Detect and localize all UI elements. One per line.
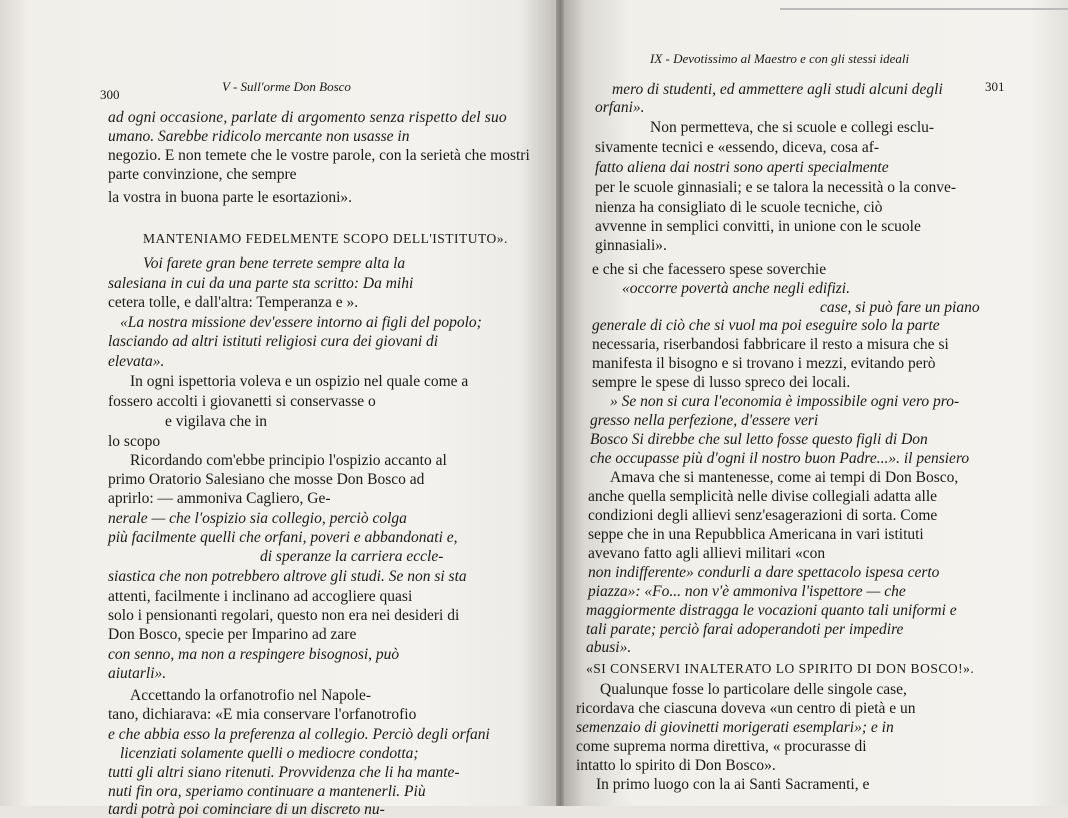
text-line: sempre le spese di lusso spreco dei locali. [592, 374, 851, 391]
text-line: abusi». [586, 639, 632, 656]
text-line: più facilmente quelli che orfani, poveri e abbandonati e, [108, 529, 458, 546]
text-line: «La nostra missione dev'essere intorno ai figli del popolo; [120, 314, 482, 331]
text-line: semenzaio di giovinetti morigerati esemplari»; e in [576, 719, 894, 736]
text-line: ginnasiali». [595, 237, 667, 254]
text-line: seppe che in una Repubblica Americana in vari istituti [588, 526, 924, 543]
text-line: la vostra in buona parte le esortazioni». [108, 189, 353, 206]
text-line: avvenne in semplici convitti, in unione con le scuole [595, 218, 921, 235]
text-line: con senno, ma non a respingere bisognosi, può [108, 646, 400, 663]
text-line: manifesta il bisogno e si trovano i mezzi, evitando però [592, 355, 936, 372]
text-line: piazza»: «Fo... non v'è ammoniva l'ispettore — che [588, 583, 906, 600]
text-line: aiutarli». [108, 665, 167, 682]
text-line: nuti fin ora, speriamo continuare a mantenerli. Più [108, 783, 426, 800]
text-line: tano, dichiarava: «E mia conservare l'orfanotrofio [108, 706, 417, 723]
text-line: Don Bosco, specie per Imparino ad zare [108, 626, 357, 643]
text-line: tutti gli altri siano ritenuti. Provvidenza che li ha mante- [108, 764, 460, 781]
text-line: anche quella semplicità nelle divise collegiali adatta alle [588, 488, 938, 505]
text-line: nerale — che l'ospizio sia collegio, perciò colga [108, 510, 407, 527]
text-line: Non permetteva, che si scuole e collegi esclu- [650, 119, 935, 136]
text-line: Ricordando com'ebbe principio l'ospizio accanto al [130, 452, 447, 469]
text-line: come suprema norma direttiva, « procurasse di [576, 738, 867, 755]
text-line: cetera tolle, e dall'altra: Temperanza e ». [108, 294, 359, 311]
running-head: IX - Devotissimo al Maestro e con gli stessi ideali [650, 51, 910, 66]
text-line: che occupasse più d'ogni il nostro buon Padre...». il pensiero [590, 450, 970, 467]
text-line: lo scopo [108, 433, 161, 450]
text-line: «occorre povertà anche negli edifizi. [622, 280, 850, 297]
text-line: aprirlo: — ammoniva Cagliero, Ge- [108, 490, 331, 507]
text-line: gresso nella perfezione, d'essere veri [590, 412, 819, 429]
text-line: sivamente tecnici e «essendo, diceva, cosa af- [595, 139, 880, 156]
text-line: fossero accolti i giovanetti si conservasse o [108, 393, 376, 410]
text-line: intatto lo spirito di Don Bosco». [576, 757, 776, 774]
text-line: licenziati solamente quelli o mediocre condotta; [120, 745, 419, 762]
right-page-text [560, 0, 1068, 806]
text-line: ad ogni occasione, parlate di argomento senza rispetto del suo [108, 109, 507, 126]
text-line: ricordava che ciascuna doveva «un centro di pietà e un [576, 700, 916, 717]
text-line: e vigilava che in [165, 413, 267, 430]
text-line: per le scuole ginnasiali; e se talora la necessità o la conve- [595, 179, 957, 196]
text-line: attenti, facilmente i inclinano ad accogliere quasi [108, 588, 413, 605]
text-line: mero di studenti, ed ammettere agli studi alcuni degli [612, 81, 943, 98]
scan-edge-line [780, 8, 1068, 10]
text-line: Amava che si mantenesse, come ai tempi di Don Bosco, [610, 469, 959, 486]
text-line: In primo luogo con la ai Santi Sacramenti, e [596, 776, 870, 793]
page-number: 301 [985, 79, 1005, 94]
text-line: tali parate; perciò farai adoperandoti per impedire [586, 621, 904, 638]
text-line: » Se non si cura l'economia è impossibile ogni vero pro- [610, 393, 960, 410]
text-line: Voi farete gran bene terrete sempre alta la [143, 255, 406, 272]
text-line: nienza ha consigliato di le scuole tecniche, ciò [595, 199, 883, 216]
right-page [560, 0, 1068, 806]
text-line: salesiana in cui da una parte sta scritto: Da mihi [108, 275, 414, 292]
section-heading: «SI CONSERVI INALTERATO LO SPIRITO DI DON BOSCO!». [586, 661, 975, 676]
text-line: elevata». [108, 353, 165, 370]
text-line: parte convinzione, che sempre [108, 166, 297, 183]
text-line: di speranze la carriera eccle- [260, 548, 444, 565]
text-line: fatto aliena dai nostri sono aperti specialmente [595, 159, 889, 176]
text-line: non indifferente» condurli a dare spettacolo ispesa certo [588, 564, 940, 581]
text-line: tardi potrà poi cominciare di un discreto nu- [108, 801, 385, 818]
text-line: siastica che non potrebbero altrove gli studi. Se non si sta [108, 568, 467, 585]
text-line: Accettando la orfanotrofio nel Napole- [130, 687, 372, 704]
text-line: maggiormente distragga le vocazioni quanto tali uniformi e [586, 602, 957, 619]
page-number: 300 [100, 87, 120, 102]
text-line: primo Oratorio Salesiano che mosse Don Bosco ad [108, 471, 425, 488]
text-line: e che si che facessero spese soverchie [592, 261, 827, 278]
text-line: generale di ciò che si vuol ma poi eseguire solo la parte [592, 317, 940, 334]
text-line: Qualunque fosse lo particolare delle singole case, [600, 681, 907, 698]
text-line: negozio. E non temete che le vostre parole, con la serietà che mostri [108, 147, 530, 164]
text-line: Bosco Si direbbe che sul letto fosse questo figli di Don [590, 431, 928, 448]
text-line: condizioni degli allievi senz'esagerazioni di sorta. Come [588, 507, 938, 524]
text-line: orfani». [595, 99, 645, 116]
book-gutter [556, 0, 564, 806]
text-line: lasciando ad altri istituti religiosi cura dei giovani di [108, 333, 439, 350]
text-line: case, si può fare un piano [820, 299, 980, 316]
text-line: umano. Sarebbe ridicolo mercante non usasse in [108, 128, 410, 145]
text-line: necessaria, riserbandosi fabbricare il resto a misura che si [592, 336, 949, 353]
text-line: solo i pensionanti regolari, questo non era nei desideri di [108, 607, 460, 624]
text-line: avevano fatto agli allievi militari «con [588, 545, 826, 562]
text-line: In ogni ispettoria voleva e un ospizio nel quale come a [130, 373, 469, 390]
section-heading: MANTENIAMO FEDELMENTE SCOPO DELL'ISTITUTO». [143, 231, 508, 246]
running-head: V - Sull'orme Don Bosco [222, 79, 351, 94]
text-line: e che abbia esso la preferenza al collegio. Perciò degli orfani [108, 726, 490, 743]
